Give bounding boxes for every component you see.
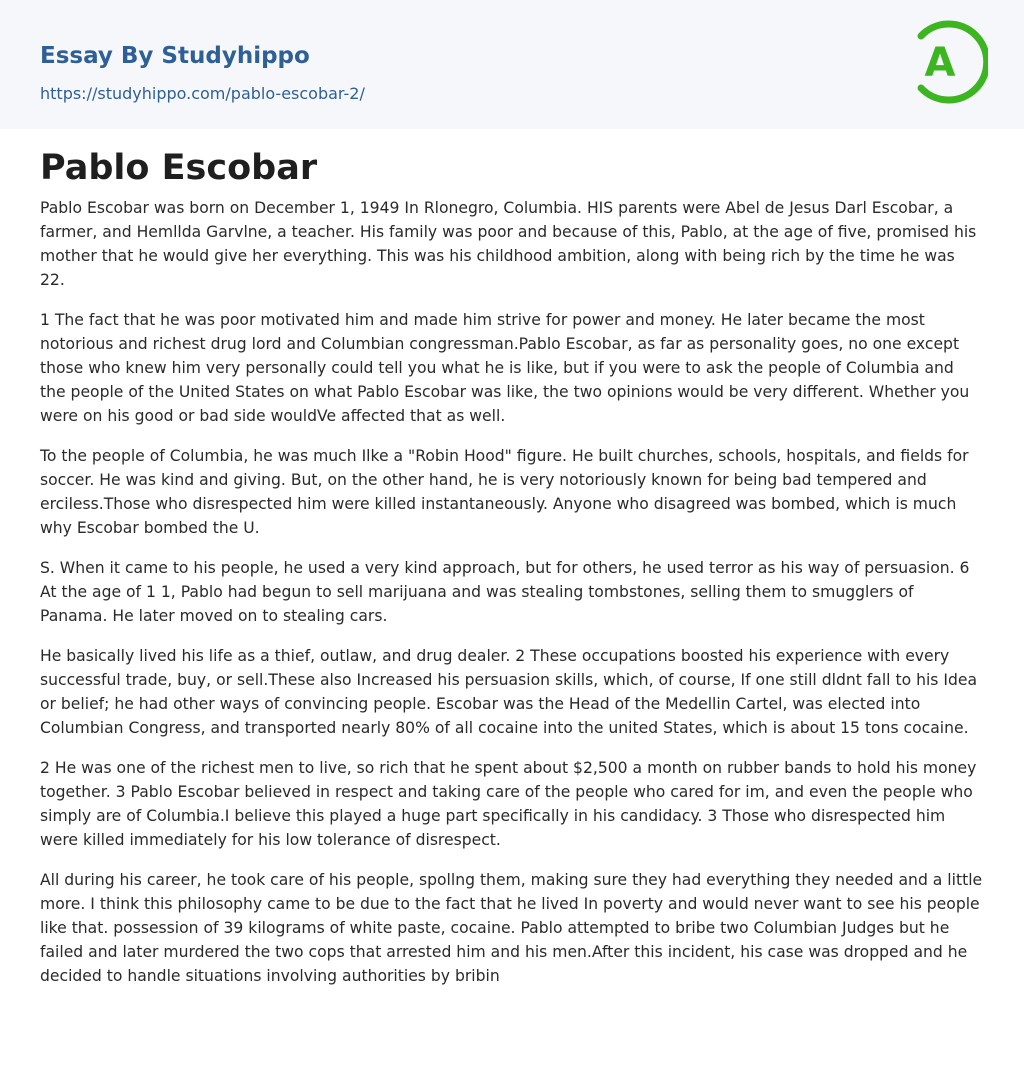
site-header [0, 0, 1024, 129]
essay-paragraph-3: To the people of Columbia, he was much Ilke a "Robin Hood" figure. He built churches, schools, hospitals, and fields for soccer. He was kind and giving. But, on the other hand, he is very notoriously known for being bad tempered and erciless.Those who disrespected him were killed instantaneously. Anyone who disagreed was bombed, which is much why Escobar bombed the U. [40, 447, 969, 537]
essay-paragraph-6: 2 He was one of the richest men to live, so rich that he spent about $2,500 a month on rubber bands to hold his money together. 3 Pablo Escobar believed in respect and taking care of the people who cared for im, and even the people who simply are of Columbia.I believe this played a huge part specifically in his candidacy. 3 Those who disrespected him were killed immediately for his low tolerance of disrespect. [40, 759, 977, 849]
studyhippo-logo-icon[interactable] [908, 18, 988, 106]
site-title: Essay By Studyhippo [40, 43, 310, 69]
essay-paragraph-2: 1 The fact that he was poor motivated him and made him strive for power and money. He later became the most notorious and richest drug lord and Columbian congressman.Pablo Escobar, as far as personality goes, no one except those who knew him very personally could tell you what he is like, but if you were to ask the people of Columbia and the people of the United States on what Pablo Escobar was like, the two opinions would be very different. Whether you were on his good or bad side wouldVe affected that as well. [40, 311, 970, 425]
essay-paragraph-4: S. When it came to his people, he used a very kind approach, but for others, he used terror as his way of persuasion. 6 At the age of 1 1, Pablo had begun to sell marijuana and was stealing tombstones, selling them to smugglers of Panama. He later moved on to stealing cars. [40, 559, 970, 625]
essay-body [40, 196, 984, 988]
essay-article [40, 146, 984, 1004]
logo-letter: A [924, 40, 956, 86]
essay-paragraph-1: Pablo Escobar was born on December 1, 1949 In Rlonegro, Columbia. HIS parents were Abel de Jesus Darl Escobar, a farmer, and Hemllda Garvlne, a teacher. His family was poor and because of this, Pablo, at the age of five, promised his mother that he would give her everything. This was his childhood ambition, along with being rich by the time he was 22. [40, 199, 977, 289]
page-title: Pablo Escobar [40, 148, 318, 188]
essay-paragraph-5: He basically lived his life as a thief, outlaw, and drug dealer. 2 These occupations boosted his experience with every successful trade, buy, or sell.These also Increased his persuasion skills, which, of course, If one still dldnt fall to his Idea or belief; he had other ways of convincing people. Escobar was the Head of the Medellin Cartel, was elected into Columbian Congress, and transported nearly 80% of all cocaine into the united States, which is about 15 tons cocaine. [40, 647, 978, 737]
essay-paragraph-7: All during his career, he took care of his people, spollng them, making sure they had everything they needed and a little more. I think this philosophy came to be due to the fact that he lived In poverty and would never want to see his people like that. possession of 39 kilograms of white paste, cocaine. Pablo attempted to bribe two Columbian Judges but he failed and later murdered the two cops that arrested him and his men.After this incident, his case was dropped and he decided to handle situations involving authorities by bribin [40, 871, 983, 985]
page-url-link[interactable]: https://studyhippo.com/pablo-escobar-2/ [40, 84, 365, 103]
